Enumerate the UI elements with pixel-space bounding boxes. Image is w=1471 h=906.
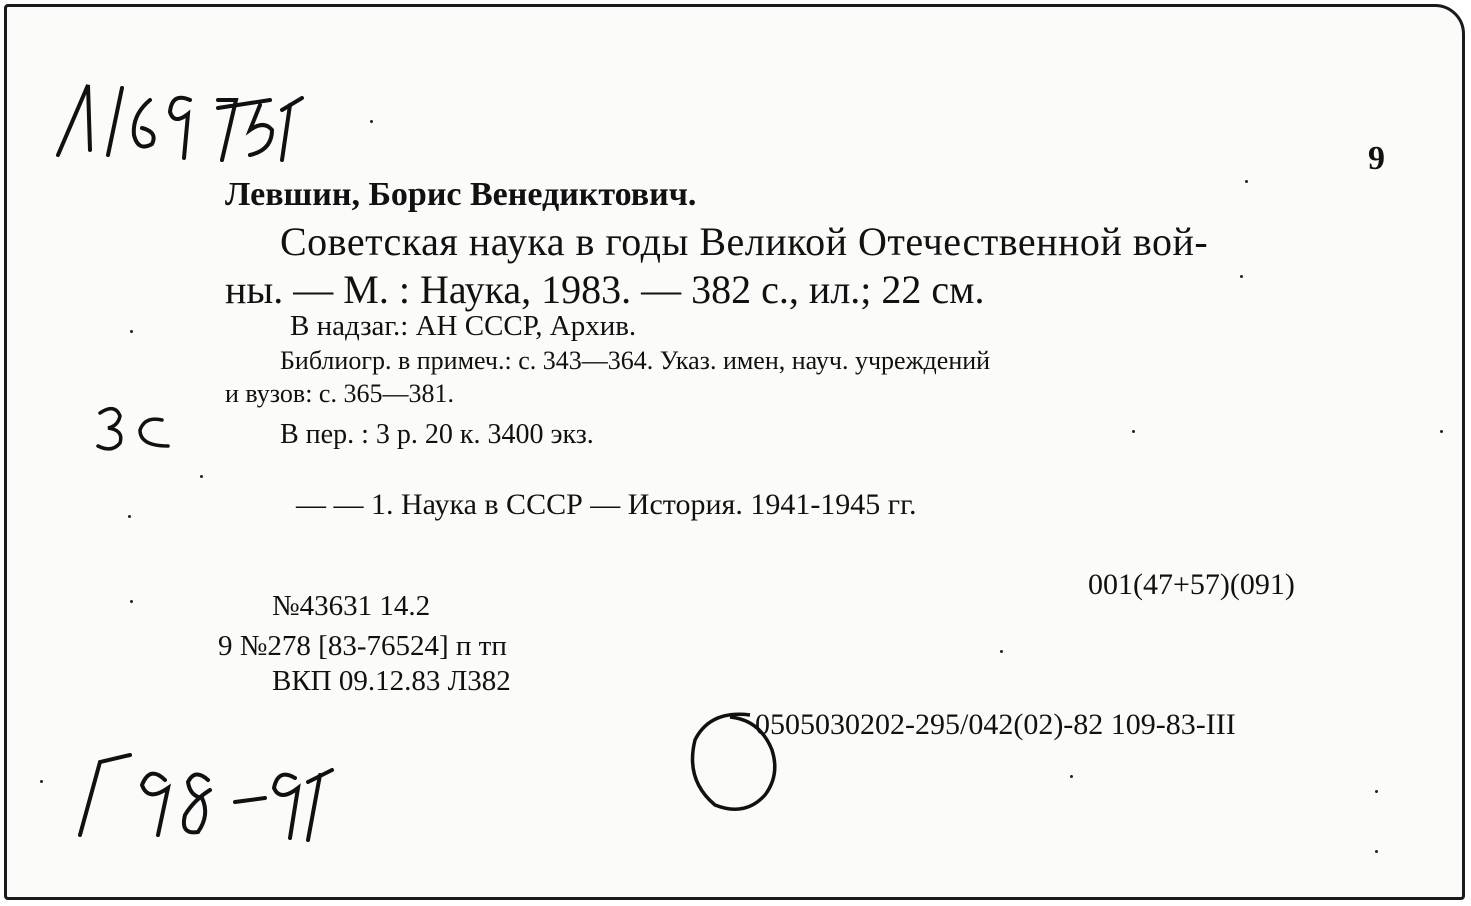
author-heading: Левшин, Борис Венедиктович.	[225, 176, 697, 213]
speck	[1440, 430, 1443, 433]
registration-number: №43631 14.2	[272, 590, 431, 622]
speck	[370, 120, 373, 123]
note-bibliography: Библиогр. в примеч.: с. 343—364. Указ. имен, науч. учреждений	[280, 346, 991, 375]
title-line-2: ны. — М. : Наука, 1983. — 382 с., ил.; 22 см.	[225, 267, 985, 312]
speck	[1240, 275, 1243, 278]
card-corner-number: 9	[1368, 140, 1385, 177]
card-number: 9 №278 [83-76524] п тп	[218, 630, 507, 662]
speck	[200, 475, 203, 478]
vkp-line: ВКП 09.12.83 Л382	[272, 665, 511, 697]
speck	[1000, 650, 1003, 653]
speck	[128, 515, 131, 518]
speck	[1070, 775, 1073, 778]
handwritten-inventory-number	[50, 70, 330, 170]
note-price: В пер. : 3 р. 20 к. 3400 экз.	[280, 419, 594, 450]
speck	[1375, 850, 1378, 853]
note-header: В надзаг.: АН СССР, Архив.	[290, 310, 637, 342]
hand-drawn-circle	[680, 705, 790, 820]
speck	[1375, 790, 1378, 793]
speck	[130, 600, 133, 603]
handwritten-classification-mark	[90, 398, 180, 458]
subject-heading: — — 1. Наука в СССР — История. 1941-1945 гг.	[296, 488, 917, 521]
handwritten-shelf-mark	[70, 740, 360, 850]
title-line-1: Советская наука в годы Великой Отечественной вой-	[280, 219, 1209, 264]
speck	[130, 330, 133, 333]
publication-code: 0505030202-295/042(02)-82 109-83-III	[755, 708, 1236, 741]
udc-code: 001(47+57)(091)	[1088, 568, 1295, 601]
speck	[1132, 430, 1135, 433]
speck	[1245, 180, 1248, 183]
note-index: и вузов: с. 365—381.	[225, 379, 454, 408]
speck	[40, 780, 43, 783]
